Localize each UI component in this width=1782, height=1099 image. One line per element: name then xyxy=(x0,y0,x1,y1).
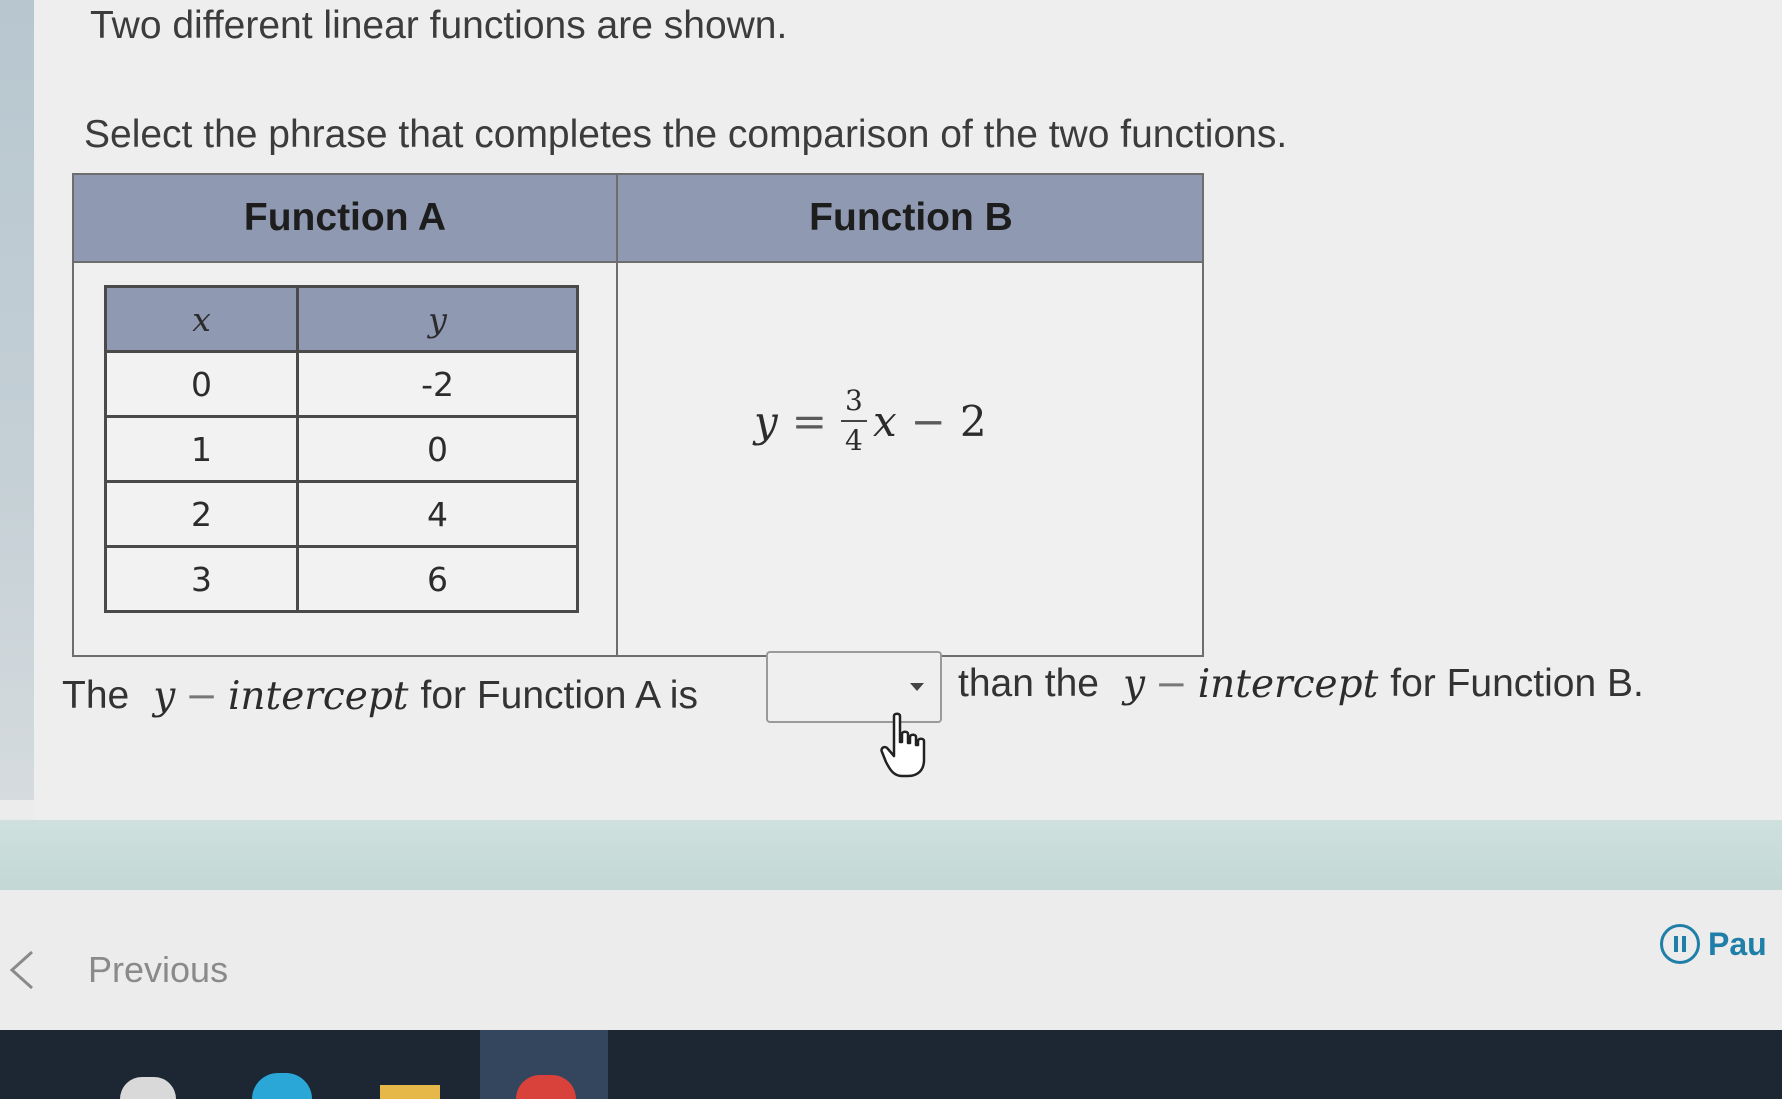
term-minus: − xyxy=(185,673,218,719)
table-row xyxy=(106,547,578,612)
equation-lhs: y xyxy=(754,396,778,446)
equation-equals: = xyxy=(791,396,827,446)
equation-operator: − xyxy=(910,396,946,446)
equation-variable: x xyxy=(872,396,897,446)
term-word: intercept xyxy=(227,673,409,719)
equation-fraction xyxy=(841,384,867,457)
progress-band xyxy=(0,820,1782,890)
column-header-x: x xyxy=(106,287,298,352)
question-instruction: Select the phrase that completes the comparison of the two functions. xyxy=(84,113,1288,156)
table-cell-x: 3 xyxy=(106,547,298,612)
previous-label: Previous xyxy=(88,949,229,990)
table-header-row xyxy=(106,287,578,352)
table-cell-y: 6 xyxy=(298,547,578,612)
hand-pointer-icon xyxy=(880,712,932,780)
pause-label: Pau xyxy=(1708,925,1767,962)
table-cell-y: 4 xyxy=(298,482,578,547)
footer-bar xyxy=(0,890,1782,1030)
sentence-after-dropdown-text: than the xyxy=(958,662,1099,705)
column-header-y: y xyxy=(298,287,578,352)
question-intro: Two different linear functions are shown. xyxy=(90,4,788,47)
function-b-equation xyxy=(754,384,987,457)
term-variable: y xyxy=(153,673,176,719)
equation-constant: 2 xyxy=(959,396,987,446)
sentence-prefix-text: The xyxy=(62,674,130,717)
term-minus: − xyxy=(1155,661,1188,707)
sentence-middle-text: for Function A is xyxy=(420,674,698,717)
pause-icon xyxy=(1660,924,1700,964)
table-cell-x: 0 xyxy=(106,352,298,417)
left-edge xyxy=(0,0,34,800)
function-a-header: Function A xyxy=(243,196,447,239)
table-cell-y: 0 xyxy=(298,417,578,482)
sentence-suffix-text: for Function B. xyxy=(1390,662,1644,705)
taskbar xyxy=(0,1030,1782,1099)
table-row xyxy=(106,482,578,547)
fraction-bar xyxy=(841,420,867,422)
table-cell-x: 1 xyxy=(106,417,298,482)
term-variable: y xyxy=(1122,661,1146,707)
pause-button[interactable] xyxy=(1660,924,1767,964)
taskbar-browser-icon[interactable] xyxy=(252,1073,312,1099)
chevron-down-icon[interactable] xyxy=(910,683,924,691)
y-intercept-term xyxy=(1123,662,1378,707)
term-word: intercept xyxy=(1197,661,1379,707)
function-b-header: Function B xyxy=(809,196,1013,239)
fraction-numerator: 3 xyxy=(845,384,863,417)
fraction-denominator: 4 xyxy=(845,424,863,457)
table-cell-y: -2 xyxy=(298,352,578,417)
y-intercept-term xyxy=(153,674,408,719)
sentence-prefix xyxy=(62,664,698,728)
sentence-suffix xyxy=(958,652,1644,716)
taskbar-app-icon[interactable] xyxy=(120,1077,176,1099)
table-cell-x: 2 xyxy=(106,482,298,547)
comparison-table xyxy=(72,173,1204,657)
function-a-table xyxy=(104,285,579,613)
previous-button[interactable] xyxy=(6,948,228,992)
chevron-left-icon xyxy=(6,948,38,992)
taskbar-folder-icon[interactable] xyxy=(380,1085,440,1099)
table-row xyxy=(106,417,578,482)
table-row xyxy=(106,352,578,417)
